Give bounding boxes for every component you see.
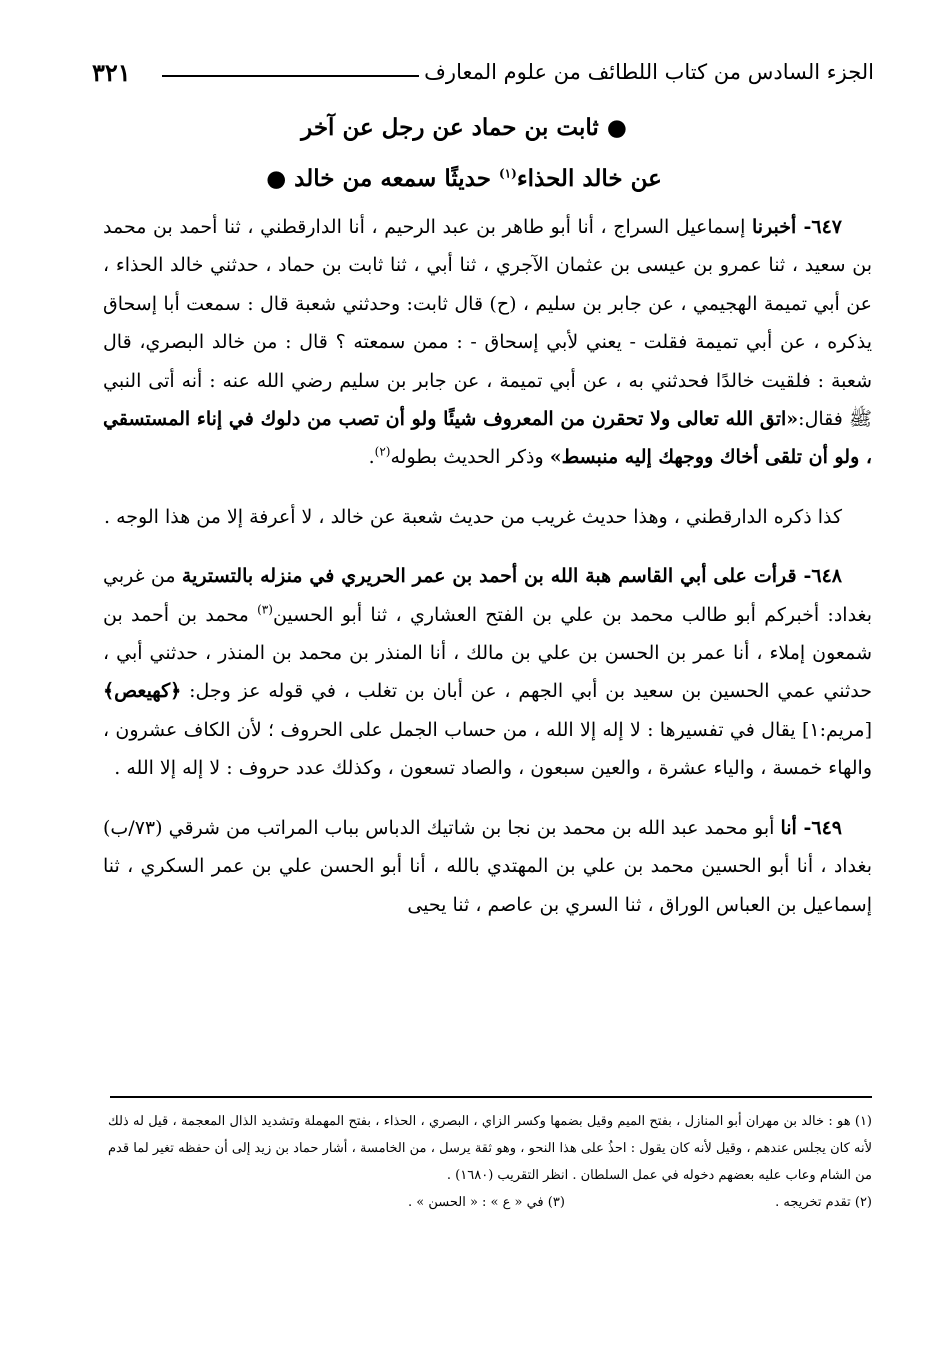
end-647: . <box>368 446 375 469</box>
section-heading-line1: ● ثابت بن حماد عن رجل عن آخر <box>301 114 627 141</box>
footnote-separator <box>110 1096 872 1098</box>
isnad-649: أبو محمد عبد الله بن محمد بن نجا بن شاتيك الدباس بباب المراتب من شرقي (٧٣/ب) بغداد ، أنا أبو الحسين محمد بن علي بن المهتدي بالله ، أنا أبو الحسن علي بن عمر السكري ، ثنا إسماعيل بن العباس الوراق ، ثنا السري بن عاصم ، ثنا يحيى <box>103 816 872 916</box>
quran-verse: ﴿كهيعص﴾ <box>103 680 182 703</box>
footnote-row <box>108 1189 872 1216</box>
isnad-647: إسماعيل السراج ، أنا أبو طاهر بن عبد الرحيم ، أنا الدارقطني ، ثنا أحمد بن محمد بن سعيد ، ثنا عمرو بن عيسى بن عثمان الآجري ، ثنا أبي ، ثنا ثابت بن حماد ، حدثني خالد الحذاء ، عن أبي تميمة الهجيمي ، عن جابر بن سليم ، (ح) قال ثابت: وحدثني شعبة قال : سمعت أبا إسحاق يذكره ، عن أبي تميمة فقلت - يعني لأبي إسحاق - : ممن سمعته ؟ قال : من خالد البصري، قال شعبة : فلقيت خالدًا فحدثني به ، عن أبي تميمة ، عن جابر بن سليم رضي الله عنه : أنه أتى النبي ﷺ فقال: <box>103 216 872 431</box>
isnad-648: من غربي بغداد: أخبركم أبو طالب محمد بن علي بن الفتح العشاري ، ثنا أبو الحسين <box>103 565 872 626</box>
heading-text: عن خالد الحذاء <box>516 165 662 192</box>
footnote-ref-3: (٣) <box>257 602 273 617</box>
hadith-text-647: «اتق الله تعالى ولا تحقرن من المعروف شيئًا ولو أن تصب من دلوك في إناء المستسقي ، ولو أن تلقى أخاك ووجهك إليه منبسط» <box>103 408 872 469</box>
footnote-2: (٢) تقدم تخريجه . <box>775 1195 872 1210</box>
heading-text-end: حديثًا سمعه من خالد ● <box>266 165 499 192</box>
running-title: الجزء السادس من كتاب اللطائف من علوم المعارف <box>424 60 874 84</box>
paragraph-647-comment: كذا ذكره الدارقطني ، وهذا حديث غريب من حديث شعبة عن خالد ، لا أعرفة إلا من هذا الوجه . <box>104 505 842 528</box>
note-647: وذكر الحديث بطوله <box>390 446 550 469</box>
footnote-1: (١) هو : خالد بن مهران أبو المنازل ، بفتح الميم وقيل بضمها وكسر الزاي ، البصري ، الحذاء ، بفتح المهملة وتشديد الذال المعجمة ، قيل له ذلك لأنه كان يجلس عندهم ، وقيل لأنه كان يقول : احذُ على هذا النحو ، وهو ثقة يرسل ، من الخامسة ، أشار حماد بن زيد إلى أن حفظه تغير لما قدم من الشام وعاب عليه بعضهم دخوله في عمل السلطان . انظر التقريب (١٦٨٠) . <box>108 1114 872 1183</box>
paragraph-648 <box>103 557 872 787</box>
hadith-number-649: ٦٤٩- أنا <box>780 816 842 839</box>
section-heading-line2 <box>90 165 838 192</box>
footnotes <box>108 1108 872 1216</box>
tafsir-648: [مريم:١] يقال في تفسيرها : لا إله إلا الله ، من حساب الجمل على الحروف ؛ لأن الكاف عشرون ، والهاء خمسة ، والياء عشرة ، والعين سبعون ، والصاد تسعون ، وكذلك عدد حروف : لا إله إلا الله . <box>103 718 872 780</box>
footnote-ref-1: (١) <box>498 166 517 181</box>
footnote-3: (٣) في « ع » : « الحسن » . <box>408 1195 565 1210</box>
paragraph-647 <box>103 208 872 477</box>
hadith-number-648: ٦٤٨- قرأت على أبي القاسم هبة الله بن أحمد بن عمر الحريري في منزله بالتسترية <box>181 565 842 588</box>
page-number: ٣٢١ <box>92 58 131 87</box>
footnote-ref-2: (٢) <box>374 445 391 460</box>
hadith-number-647: ٦٤٧- أخبرنا <box>751 216 843 238</box>
paragraph-649 <box>103 809 872 924</box>
main-text <box>103 208 872 945</box>
header-rule <box>162 75 419 77</box>
isnad-648-cont: محمد بن أحمد بن شمعون إملاء ، أنا عمر بن الحسن بن علي بن مالك ، أنا المنذر بن محمد بن المنذر ، حدثني أبي ، حدثني عمي الحسين بن سعيد بن أبي الجهم ، عن أبان بن تغلب ، في قوله عز وجل: <box>103 603 872 703</box>
page-header <box>92 58 874 98</box>
